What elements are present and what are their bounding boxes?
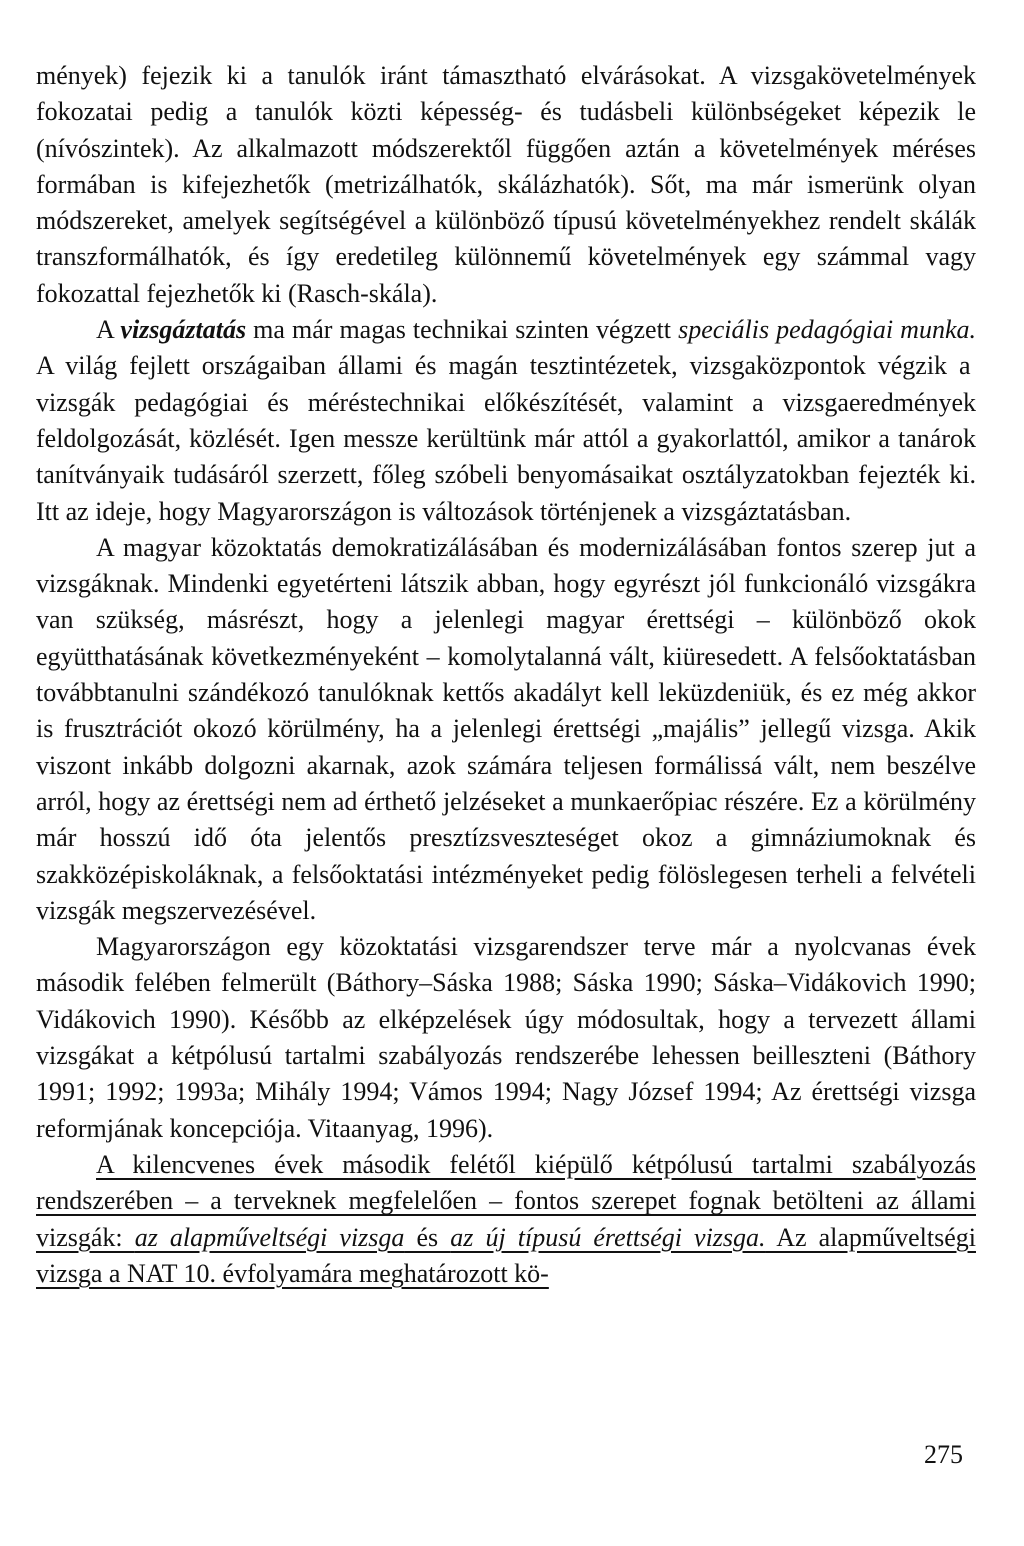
text-run: és: [404, 1222, 451, 1252]
text-run: A: [96, 315, 121, 345]
paragraph: [36, 1147, 976, 1292]
text-run: mények) fejezik ki a tanulók iránt támasztható elvárásokat. A vizsgakövetelmények fokozatai pedig a tanulók közti képesség- és tudásbeli különbségeket képezik le (nívószintek). Az alkalmazott módszerektől függően aztán a követelmények méréses formában is kifejezhetők (metrizálhatók, skálázhatók). Sőt, ma már ismerünk olyan módszereket, amelyek segítségével a különböző típusú követelményekhez rendelt skálák transzformálhatók, és így eredetileg különnemű követelmények egy számmal vagy fokozattal fejezhetők ki (Rasch-skála).: [36, 61, 976, 308]
body-text: [36, 58, 976, 1292]
text-run: A magyar közoktatás demokratizálásában és modernizálásában fontos szerep jut a vizsgáknak. Mindenki egyetérteni látszik abban, hogy egyrészt jól funkcionáló vizsgákra van szükség, másrészt, hogy a jelenlegi magyar érettségi – különböző okok együtthatásának következményeként – komolytalanná vált, kiüresedett. A felsőoktatásban továbbtanulni szándékozó tanulóknak kettős akadályt kell leküzdeniük, és ez még akkor is frusztrációt okozó körülmény, ha a jelenlegi érettségi „majális” jellegű vizsga. Akik viszont inkább dolgozni akarnak, azok számára teljesen formálissá vált, nem beszélve arról, hogy az érettségi nem ad érthető jelzéseket a munkaerőpiac részére. Ez a körülmény már hosszú idő óta jelentős presztízsveszteséget okoz a gimnáziumoknak és szakközépiskoláknak, a felsőoktatási intézményeket pedig fölöslegesen terheli a felvételi vizsgák megszervezésével.: [36, 532, 976, 925]
text-run: speciális pedagógiai munka.: [678, 315, 976, 345]
text-run: ma már magas technikai szinten végzett: [246, 315, 679, 345]
text-run: A kilencvenes évek második felétől kiépülő kétpólusú tartalmi szabályozás rendszerében – a terveknek megfelelően – fontos szerepet fognak betölteni az állami vizsgák:: [36, 1149, 976, 1252]
paragraph: [36, 58, 976, 312]
page-number: 275: [924, 1440, 963, 1469]
paragraph: [36, 929, 976, 1147]
text-run: A világ fejlett országaiban állami és magán tesztintézetek, vizsgaközpontok végzik a vizsgák pedagógiai és méréstechnikai előkészítését, valamint a vizsgaeredmények feldolgozását, közlését. Igen messze kerültünk már attól a gyakorlattól, amikor a tanárok tanítványaik tudásáról szerzett, főleg szóbeli benyomásaikat osztályzatokban fejezték ki. Itt az ideje, hogy Magyarországon is változások történjenek a vizsgáztatásban.: [36, 351, 976, 526]
text-run: Magyarországon egy közoktatási vizsgarendszer terve már a nyolcvanas évek második felében felmerült (Báthory–Sáska 1988; Sáska 1990; Sáska–Vidákovich 1990; Vidákovich 1990). Később az elképzelések úgy módosultak, hogy a tervezett állami vizsgákat a kétpólusú tartalmi szabályozás rendszerébe lehessen beilleszteni (Báthory 1991; 1992; 1993a; Mihály 1994; Vámos 1994; Nagy József 1994; Az érettségi vizsga reformjának koncepciója. Vitaanyag, 1996).: [36, 932, 976, 1143]
text-run: vizsgáztatás: [120, 315, 247, 345]
paragraph: [36, 530, 976, 929]
text-run: az új típusú érettségi vizsga.: [450, 1222, 766, 1252]
text-run: az alapműveltségi vizsga: [134, 1222, 405, 1252]
paragraph: [36, 312, 976, 530]
text-run: Az alapműveltségi vizsga a NAT 10. évfolyamára meghatározott kö-: [36, 1222, 976, 1288]
